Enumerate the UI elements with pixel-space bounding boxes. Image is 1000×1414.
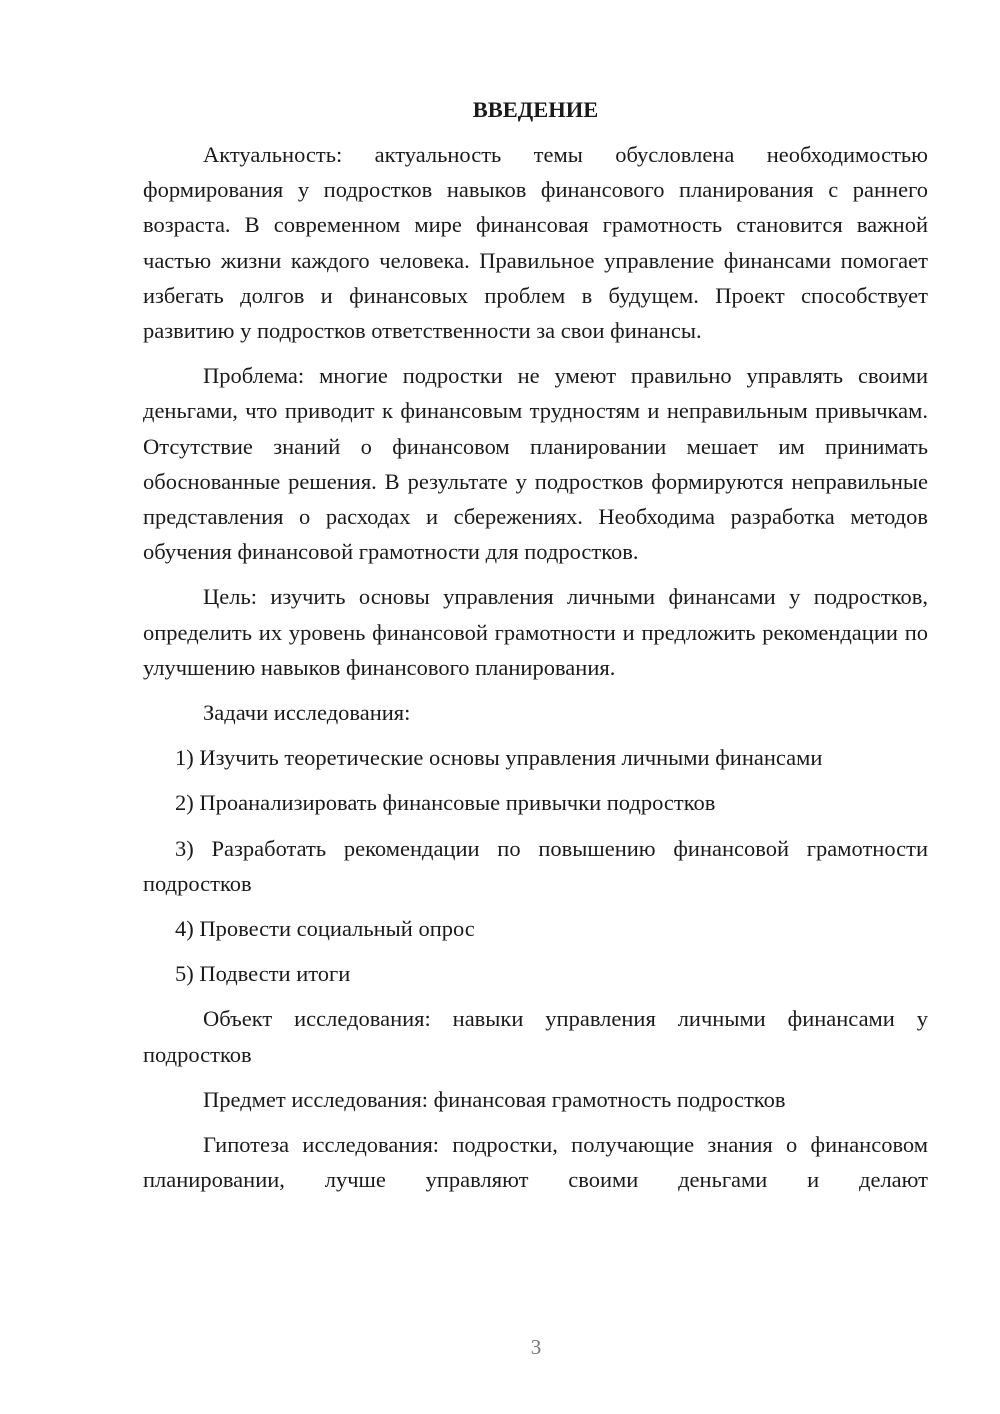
paragraph-subject: Предмет исследования: финансовая грамотность подростков [203,1086,786,1112]
paragraph-goal: Цель: изучить основы управления личными финансами у подростков, определить их уровень финансовой грамотности и предложить рекомендации по улучшению навыков финансового планирования. [143,584,928,680]
task-item-2: 2) Проанализировать финансовые привычки подростков [175,790,716,816]
tasks-title: Задачи исследования: [203,700,411,726]
page-heading: ВВЕДЕНИЕ [472,97,599,122]
paragraph-relevance: Актуальность: актуальность темы обусловлена необходимостью формирования у подростков навыков финансового планирования с раннего возраста. В современном мире финансовая грамотность становится важной частью жизни каждого человека. Правильное управление финансами помогает избегать долгов и финансовых проблем в будущем. Проект способствует развитию у подростков ответственности за свои финансы. [143,142,928,344]
page-number: 3 [530,1335,542,1359]
paragraph-hypothesis: Гипотеза исследования: подростки, получающие знания о финансовом планировании, лучше управляют своими деньгами и делают [143,1132,928,1193]
paragraph-problem: Проблема: многие подростки не умеют правильно управлять своими деньгами, что приводит к финансовым трудностям и неправильным привычкам. Отсутствие знаний о финансовом планировании мешает им принимать обоснованные решения. В результате у подростков формируются неправильные представления о расходах и сбережениях. Необходима разработка методов обучения финансовой грамотности для подростков. [143,363,928,565]
paragraph-object: Объект исследования: навыки управления личными финансами у подростков [143,1006,928,1067]
page-content [143,92,928,1207]
task-item-4: 4) Провести социальный опрос [175,916,475,942]
task-item-1: 1) Изучить теоретические основы управления личными финансами [175,745,823,771]
task-item-5: 5) Подвести итоги [175,961,351,987]
task-item-3: 3) Разработать рекомендации по повышению финансовой грамотности подростков [143,835,928,896]
